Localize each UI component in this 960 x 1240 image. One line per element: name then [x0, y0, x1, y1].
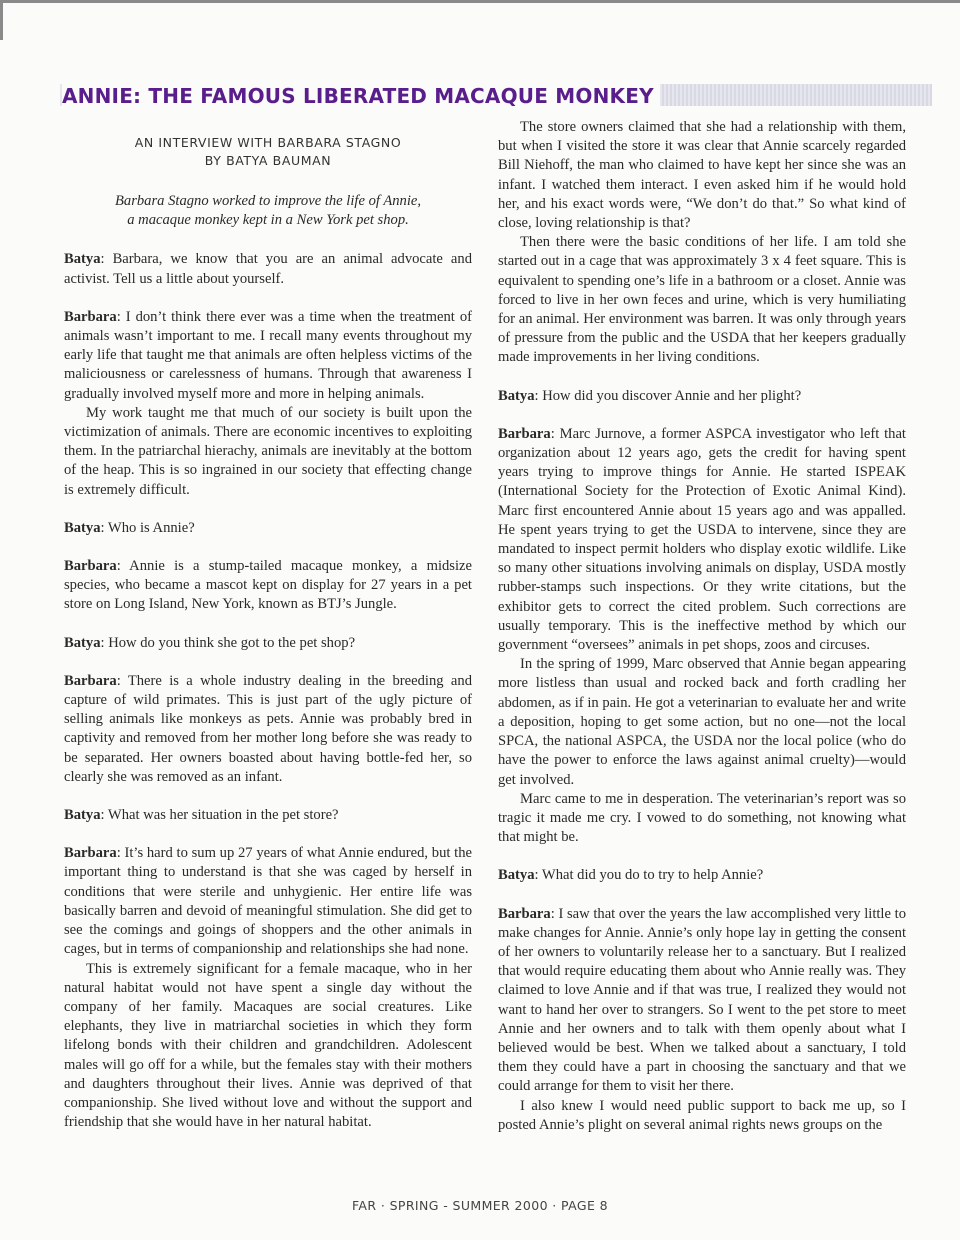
answer-5-paragraph-2: In the spring of 1999, Marc observed that Annie began appearing more listless than usual and rocked back and forth cradling her abdomen, as if in pain. He got a veterinarian to evaluate her and write a deposition, hoping to get some action, but no one—not the local SPCA, the national ASPCA, the USDA nor the local police (who do have the power to enforce the laws against animal cruelty)—would get involved.: [498, 656, 906, 788]
question-text: What was her situation in the pet store?: [104, 807, 339, 824]
question-text: How did you discover Annie and her plight?: [538, 387, 802, 404]
speaker-label: Batya: [498, 387, 535, 404]
speaker-label: Barbara: [64, 672, 117, 689]
answer-1-paragraph-2: My work taught me that much of our society is built upon the victimization of animals. There are economic incentives to exploiting them. In the patriarchal hierachy, animals are inevitably at the bottom of the heap. This is so ingrained in our society that effecting change is extremely difficult.: [64, 404, 472, 498]
question-text: How do you think she got to the pet shop?: [104, 634, 356, 651]
speaker-label: Batya: [64, 807, 101, 824]
question-text: Who is Annie?: [104, 519, 195, 536]
answer-4-paragraph-4: Then there were the basic conditions of her life. I am told she started out in a cage that was approximately 3 x 4 feet square. This is equivalent to spending one’s life in a bathroom or a closet. Annie was forced to live in her own feces and urine, which is very humiliating for an animal. Her environment was barren. It was only through years of pressure from the public and the USDA that her keepers gradually made improvements in her living conditions.: [498, 234, 906, 366]
speaker-label: Batya: [64, 251, 101, 268]
answer-text: There is a whole industry dealing in the breeding and capture of wild primates. This is just part of the ugly picture of selling animals like monkeys as pets. Annie was probably bred in captivity and removed from her mother long before she was ready to be separated. Her owners boasted about having bottle-fed her, so clearly she was removed as an infant.: [64, 672, 472, 785]
answer-3: Barbara: There is a whole industry dealing in the breeding and capture of wild primates. This is just part of the ugly picture of selling animals like monkeys as pets. Annie was probably bred in captivity and removed from her mother long before she was ready to be separated. Her owners boasted about having bottle-fed her, so clearly she was removed as an infant.: [64, 672, 472, 785]
answer-text: It’s hard to sum up 27 years of what Annie endured, but the important thing to understand is that she was caged by herself in conditions that were sterile and unhygienic. Her entire life was basically barren and devoid of meaningful stimulation. She did get to see the comings and goings of shoppers and the other animals in cages, but in terms of companionship and relationships she had none.: [64, 845, 472, 958]
answer-5-paragraph-3: Marc came to me in desperation. The veterinarian’s report was so tragic it made me cry. I vowed to do something, not knowing what that might be.: [498, 790, 906, 846]
answer-2: Barbara: Annie is a stump-tailed macaque monkey, a midsize species, who became a mascot kept on display for 27 years in a pet store on Long Island, New York, known as BTJ’s Jungle.: [64, 558, 472, 613]
speaker-label: Barbara: [498, 905, 551, 922]
speaker-label: Batya: [64, 634, 101, 651]
byline-author: BY BATYA BAUMAN: [204, 153, 332, 168]
question-5: Batya: How did you discover Annie and her plight?: [498, 387, 802, 404]
speaker-label: Barbara: [64, 308, 117, 325]
right-column: [498, 118, 906, 1135]
answer-text: Marc Jurnove, a former ASPCA investigator who left that organization about 12 years ago, gets the credit for having spent years trying to improve things for Annie. He started ISPEAK (International Society for the Protection of Exotic Animal Kind). Marc first encountered Annie about 15 years ago and was appalled. He spent years trying to get the USDA to intervene, since they are mandated to inspect permit holders who display exotic wildlife. Like so many other situations involving animals on display, USDA mostly rubber-stamps such inspections. Or they write citations, but the exhibitor gets to correct the cited problem. Such corrections are usually temporary. This is the ineffective method by which our government “oversees” animals in pet shops, zoos and circuses.: [498, 425, 906, 654]
question-text: What did you do to try to help Annie?: [538, 867, 764, 884]
scan-edge-top: [0, 0, 960, 3]
page-footer: FAR · SPRING - SUMMER 2000 · PAGE 8: [351, 1198, 609, 1213]
byline-interviewee: AN INTERVIEW WITH BARBARA STAGNO: [134, 135, 402, 150]
article-title: ANNIE: THE FAMOUS LIBERATED MACAQUE MONKEY: [62, 84, 660, 108]
question-text: Barbara, we know that you are an animal advocate and activist. Tell us a little about yourself.: [64, 251, 472, 287]
answer-6-paragraph-2: I also knew I would need public support to back me up, so I posted Annie’s plight on several animal rights news groups on the: [498, 1097, 906, 1133]
intro-line-1: Barbara Stagno worked to improve the life of Annie,: [114, 193, 422, 209]
question-1: Batya: Barbara, we know that you are an animal advocate and activist. Tell us a little about yourself.: [64, 251, 472, 287]
question-2: Batya: Who is Annie?: [64, 519, 195, 536]
answer-4-paragraph-3: The store owners claimed that she had a relationship with them, but when I visited the store it was clear that Annie scarcely regarded Bill Niehoff, the man who claimed to have kept her since she was an infant. I watched them interact. I even asked him if he would hold her, and his exact words were, “We don’t do that.” So what kind of close, loving relationship is that?: [498, 119, 906, 232]
speaker-label: Batya: [498, 867, 535, 884]
question-3: Batya: How do you think she got to the pet shop?: [64, 634, 356, 651]
answer-text: Annie is a stump-tailed macaque monkey, a midsize species, who became a mascot kept on display for 27 years in a pet store on Long Island, New York, known as BTJ’s Jungle.: [64, 558, 472, 613]
answer-4: Barbara: It’s hard to sum up 27 years of what Annie endured, but the important thing to understand is that she was caged by herself in conditions that were sterile and unhygienic. Her entire life was basically barren and devoid of meaningful stimulation. She did get to see the comings and goings of shoppers and the other animals in cages, but in terms of companionship and relationships she had none.: [64, 845, 472, 958]
speaker-label: Barbara: [498, 425, 551, 442]
answer-5: Barbara: Marc Jurnove, a former ASPCA investigator who left that organization about 12 years ago, gets the credit for having spent years trying to improve things for Annie. He started ISPEAK (International Society for the Protection of Exotic Animal Kind). Marc first encountered Annie about 15 years ago and was appalled. He spent years trying to get the USDA to intervene, since they are mandated to inspect permit holders who display exotic wildlife. Like so many other situations involving animals on display, USDA mostly rubber-stamps such inspections. Or they write citations, but the exhibitor gets to correct the cited problem. Such corrections are usually temporary. This is the ineffective method by which our government “oversees” animals in pet shops, zoos and circuses.: [498, 425, 906, 654]
intro-line-2: a macaque monkey kept in a New York pet shop.: [127, 212, 409, 229]
answer-text: I saw that over the years the law accomplished very little to make changes for Annie. Annie’s only hope lay in getting the consent of her owners to voluntarily release her to a sanctuary. But I realized that would require educating them about who Annie really was. They claimed to love Annie and if that was true, I realized they would not want to hand her over to strangers. So I went to the pet store to meet Annie and her owners and to talk with them openly about what I believed would be best. When we talked about a sanctuary, I told them they could have a part in choosing the sanctuary and that we could arrange for them to visit her there.: [498, 905, 906, 1095]
speaker-label: Barbara: [64, 845, 117, 862]
scan-edge-left: [0, 0, 3, 40]
answer-text: I don’t think there ever was a time when the treatment of animals wasn’t important to me. I recall many events throughout my early life that taught me that animals are often helpless victims of the maliciousness or carelessness of humans. Through that awareness I gradually involved myself more and more in helping animals.: [64, 308, 472, 402]
byline: [64, 134, 472, 170]
intro-blurb: [64, 192, 472, 230]
answer-4-paragraph-2: This is extremely significant for a female macaque, who in her natural habitat would not have spent a single day without the company of her family. Macaques are social creatures. Like elephants, they live in matriarchal societies in which they form lifelong bonds with their children and grandchildren. Adolescent males will go off for a while, but the females stay with their mothers and daughters throughout their lives. Annie was deprived of that companionship. She lived without love and without the support and friendship that she would have in her natural habitat.: [64, 960, 472, 1131]
question-4: Batya: What was her situation in the pet store?: [64, 807, 339, 824]
question-6: Batya: What did you do to try to help Annie?: [498, 867, 764, 884]
answer-6: Barbara: I saw that over the years the law accomplished very little to make changes for Annie. Annie’s only hope lay in getting the consent of her owners to voluntarily release her to a sanctuary. But I realized that would require educating them about who Annie really was. They claimed to love Annie and if that was true, I realized they would not want to hand her over to strangers. So I went to the pet store to meet Annie and her owners and to talk with them openly about what I believed would be best. When we talked about a sanctuary, I told them they could have a part in choosing the sanctuary and that we could arrange for them to visit her there.: [498, 905, 906, 1095]
speaker-label: Batya: [64, 519, 101, 536]
speaker-label: Barbara: [64, 558, 117, 575]
left-column: [64, 118, 472, 1132]
answer-1: Barbara: I don’t think there ever was a time when the treatment of animals wasn’t important to me. I recall many events throughout my early life that taught me that animals are often helpless victims of the maliciousness or carelessness of humans. Through that awareness I gradually involved myself more and more in helping animals.: [64, 308, 472, 402]
